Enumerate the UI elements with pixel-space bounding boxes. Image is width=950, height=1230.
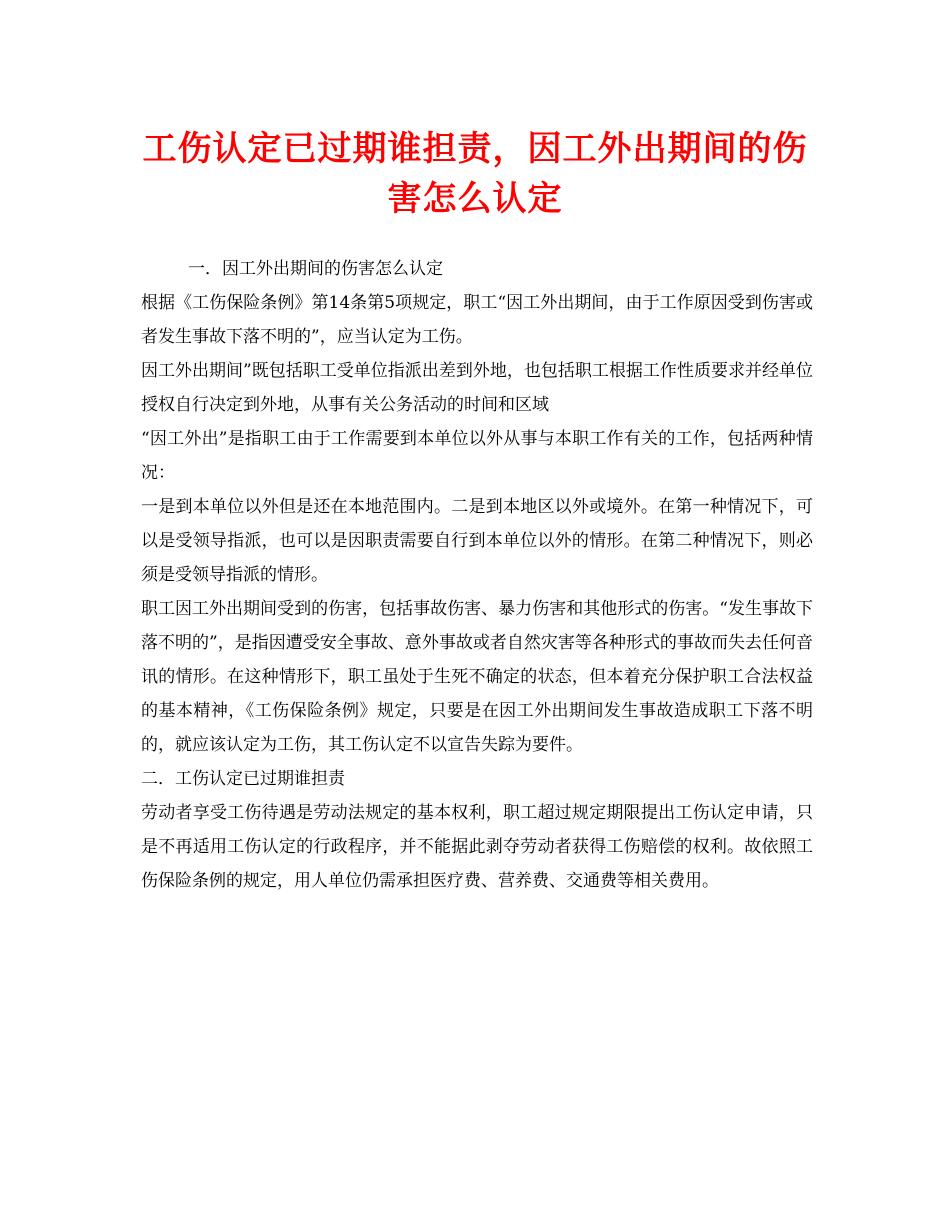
document-title: 工伤认定已过期谁担责，因工外出期间的伤害怎么认定	[142, 129, 808, 219]
paragraph: 职工因工外出期间受到的伤害，包括事故伤害、暴力伤害和其他形式的伤害。“发生事故下落不明的”，是指因遭受安全事故、意外事故或者自然灾害等各种形式的事故而失去任何音讯的情形。在这种情形下，职工虽处于生死不确定的状态，但本着充分保护职工合法权益的基本精神，《工伤保险条例》规定，只要是在因工外出期间发生事故造成职工下落不明的，就应该认定为工伤，其工伤认定不以宣告失踪为要件。	[141, 599, 813, 755]
paragraph: 因工外出期间”既包括职工受单位指派出差到外地，也包括职工根据工作性质要求并经单位授权自行决定到外地，从事有关公务活动的时间和区域	[141, 361, 813, 415]
section-heading-2: 二．工伤认定已过期谁担责	[141, 769, 345, 789]
paragraph: 劳动者享受工伤待遇是劳动法规定的基本权利，职工超过规定期限提出工伤认定申请，只是不再适用工伤认定的行政程序，并不能据此剥夺劳动者获得工伤赔偿的权利。故依照工伤保险条例的规定，用人单位仍需承担医疗费、营养费、交通费等相关费用。	[141, 803, 813, 891]
section-heading-1: 一．因工外出期间的伤害怎么认定	[188, 259, 443, 279]
paragraph: 一是到本单位以外但是还在本地范围内。二是到本地区以外或境外。在第一种情况下，可以是受领导指派，也可以是因职责需要自行到本单位以外的情形。在第二种情况下，则必须是受领导指派的情形。	[141, 497, 813, 585]
document-body	[141, 252, 813, 898]
paragraph: “因工外出”是指职工由于工作需要到本单位以外从事与本职工作有关的工作，包括两种情况：	[141, 429, 813, 483]
paragraph: 根据《工伤保险条例》第14条第5项规定，职工“因工外出期间，由于工作原因受到伤害或者发生事故下落不明的”，应当认定为工伤。	[141, 293, 813, 347]
